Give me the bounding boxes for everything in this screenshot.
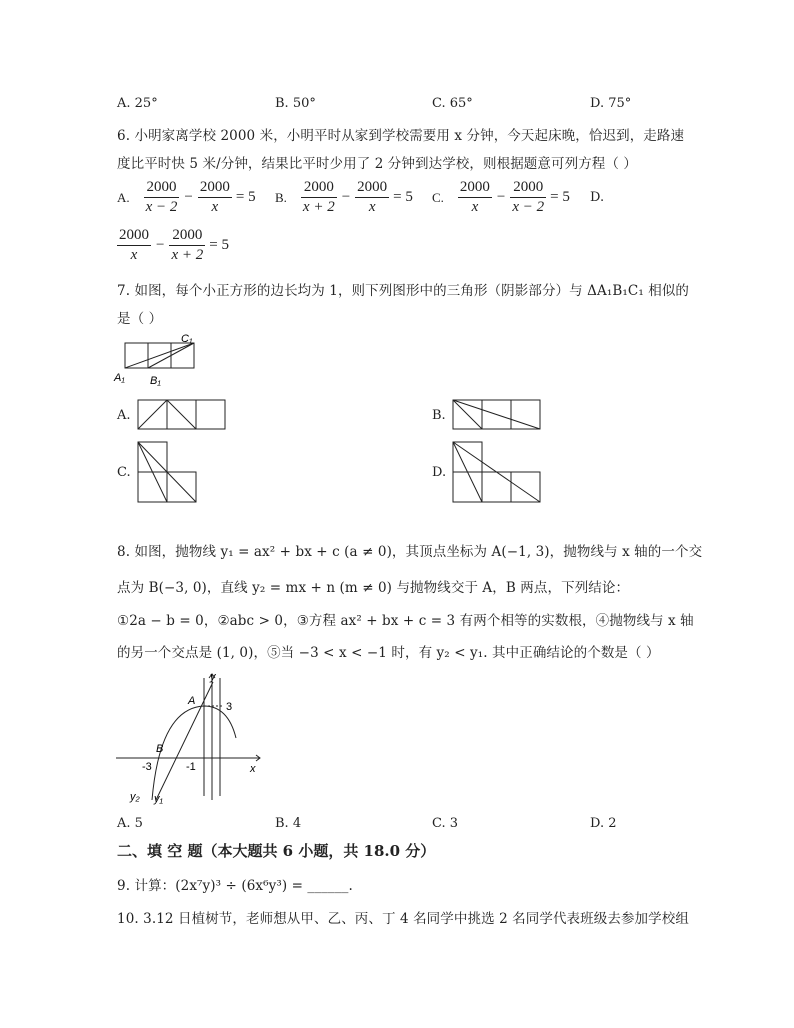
label-c1: C₁	[181, 333, 193, 345]
fraction	[117, 226, 151, 265]
minus-sign: −	[496, 189, 506, 205]
q9-text: 9. 计算：(2x⁷y)³ ÷ (6x⁶y³) = ______.	[117, 878, 353, 894]
q6-option-a	[117, 178, 256, 217]
q6-option-b	[275, 178, 413, 217]
denominator: x	[368, 199, 376, 215]
q7-option-b-label: B.	[432, 408, 446, 423]
q7-option-b-figure	[452, 398, 542, 432]
q8-stem-line3: ①2a − b = 0，②abc > 0，③方程 ax² + bx + c = 3 有两个相等的实数根，④抛物线与 x 轴	[117, 613, 694, 629]
minus-sign: −	[156, 237, 165, 253]
denominator: x + 2	[302, 199, 335, 215]
rhs: = 5	[235, 189, 256, 205]
curve-label-y2: y₂	[130, 791, 140, 803]
q6-c-label: C.	[432, 189, 444, 205]
q6-stem-line2: 度比平时快 5 米/分钟，结果比平时少用了 2 分钟到达学校，则根据题意可列方程（ ）	[117, 156, 637, 172]
q10-text: 10. 3.12 日植树节，老师想从甲、乙、丙、丁 4 名同学中挑选 2 名同学代表班级去参加学校组	[117, 911, 689, 927]
fraction	[355, 178, 389, 217]
fraction	[301, 178, 337, 217]
numerator: 2000	[301, 178, 337, 198]
denominator: x − 2	[512, 199, 545, 215]
q5-option-a: A. 25°	[117, 96, 158, 111]
q6-d-label: D.	[590, 190, 605, 205]
label-b1: B₁	[150, 375, 161, 387]
q7-option-a-label: A.	[117, 408, 131, 423]
curve-label-y1: y₁	[154, 793, 163, 805]
q5-option-c: C. 65°	[432, 96, 473, 111]
q7-stem-line1: 7. 如图，每个小正方形的边长均为 1，则下列图形中的三角形（阴影部分）与 ΔA₁B₁C₁ 相似的	[117, 283, 690, 299]
parabola-y1	[152, 706, 236, 800]
rhs: = 5	[550, 189, 570, 205]
q8-option-b: B. 4	[275, 816, 302, 831]
numerator: 2000	[198, 178, 232, 198]
fraction	[458, 178, 492, 217]
denominator: x − 2	[145, 199, 178, 215]
fraction	[510, 178, 546, 217]
point-label-b: B	[156, 743, 164, 755]
rhs: = 5	[393, 189, 413, 205]
fraction	[144, 178, 180, 217]
numerator: 2000	[458, 178, 492, 198]
denominator: x	[211, 199, 219, 215]
numerator: 2000	[169, 226, 205, 246]
q5-option-b: B. 50°	[275, 96, 316, 111]
q7-option-d-label: D.	[432, 465, 447, 480]
q8-stem-line2: 点为 B(−3, 0)，直线 y₂ = mx + n (m ≠ 0) 与抛物线交于 A，B 两点，下列结论：	[117, 580, 630, 596]
q5-option-d: D. 75°	[590, 96, 632, 111]
fraction	[198, 178, 232, 217]
label-a1: A₁	[114, 372, 125, 384]
q8-stem-line4: 的另一个交点是 (1, 0)，⑤当 −3 < x < −1 时，有 y₂ < y₁. 其中正确结论的个数是（ ）	[117, 645, 660, 661]
denominator: x + 2	[171, 247, 204, 263]
fraction	[169, 226, 205, 265]
q8-stem-line1: 8. 如图，抛物线 y₁ = ax² + bx + c (a ≠ 0)，其顶点坐标为 A(−1, 3)，抛物线与 x 轴的一个交	[117, 544, 703, 560]
tick-label-minus-1: -1	[186, 761, 196, 773]
numerator: 2000	[144, 178, 180, 198]
q6-a-label: A.	[117, 189, 130, 205]
q7-reference-figure	[112, 330, 212, 388]
denominator: x	[471, 199, 479, 215]
tick-label-minus-3: -3	[142, 761, 152, 773]
axis-label-x: x	[250, 763, 256, 775]
numerator: 2000	[510, 178, 546, 198]
q7-option-c-label: C.	[117, 465, 131, 480]
q6-b-label: B.	[275, 189, 287, 205]
axis-label-y: y	[210, 671, 216, 683]
triangle-side-a1c1	[125, 343, 194, 368]
q8-parabola-graph	[110, 668, 270, 806]
rhs: = 5	[209, 237, 229, 253]
q7-option-d-figure	[452, 440, 544, 504]
q8-option-a: A. 5	[117, 816, 143, 831]
q6-stem-line1: 6. 小明家离学校 2000 米，小明平时从家到学校需要用 x 分钟，今天起床晚，恰迟到，走路速	[117, 128, 685, 144]
tick-label-3: 3	[226, 701, 233, 713]
minus-sign: −	[341, 189, 351, 205]
minus-sign: −	[184, 189, 193, 205]
q8-option-c: C. 3	[432, 816, 459, 831]
point-label-a: A	[188, 695, 196, 707]
q6-option-d	[117, 226, 229, 265]
numerator: 2000	[355, 178, 389, 198]
q7-option-c-figure	[137, 440, 199, 504]
q8-option-d: D. 2	[590, 816, 617, 831]
section-title: 二、填 空 题（本大题共 6 小题，共 18.0 分）	[117, 842, 436, 860]
q6-option-c	[432, 178, 570, 217]
q7-stem-line2: 是（ ）	[117, 311, 163, 327]
numerator: 2000	[117, 226, 151, 246]
q7-option-a-figure	[137, 398, 227, 432]
denominator: x	[130, 247, 138, 263]
